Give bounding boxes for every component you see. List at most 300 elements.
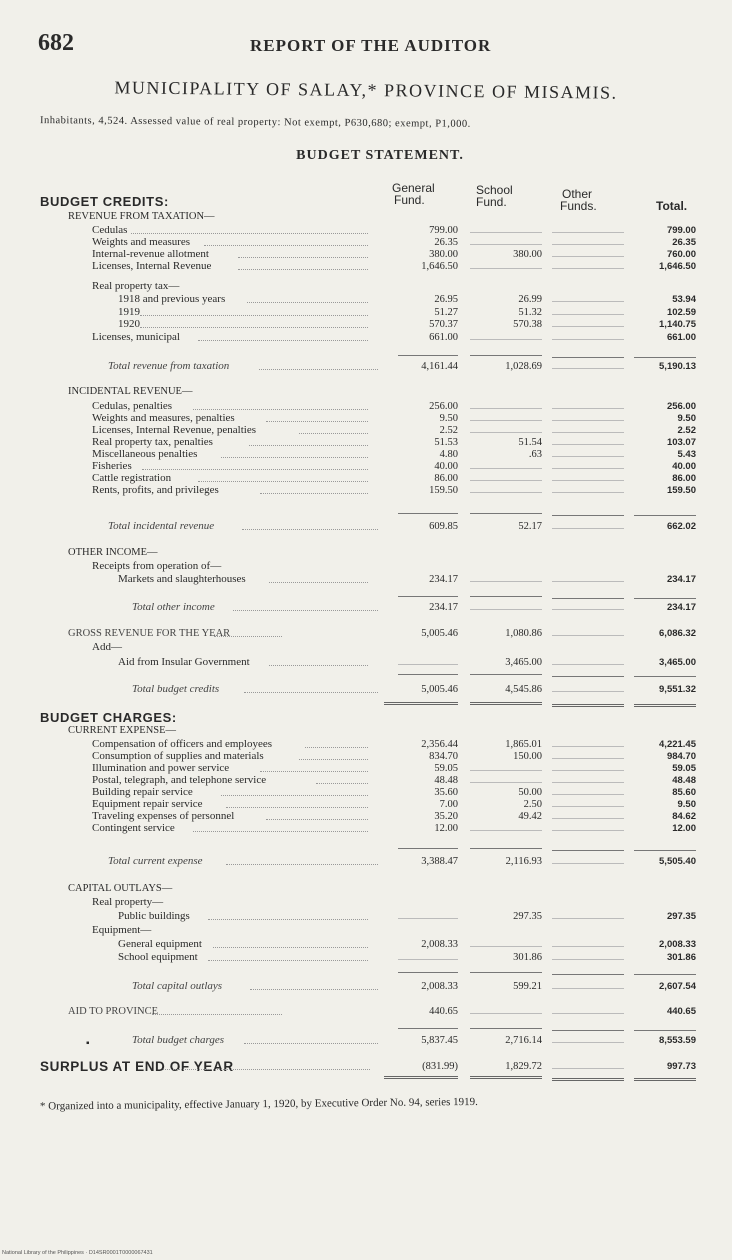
rule <box>470 972 542 973</box>
other-funds-blank <box>552 1042 624 1043</box>
row-label: Total other income <box>132 601 215 613</box>
school-fund-blank <box>470 609 542 610</box>
row-label: Building repair service <box>92 786 193 798</box>
other-funds-blank <box>552 232 624 233</box>
rule <box>398 355 458 356</box>
school-fund-value: 52.17 <box>518 521 542 532</box>
row-label: School equipment <box>118 951 198 963</box>
row-label: Real property tax, penalties <box>92 436 213 448</box>
total-value: 12.00 <box>672 823 696 834</box>
total-value: 26.35 <box>672 237 696 248</box>
rule <box>398 1028 458 1029</box>
double-rule <box>384 1076 458 1079</box>
row-label: Markets and slaughterhouses <box>118 573 246 585</box>
total-value: 297.35 <box>666 911 696 922</box>
general-fund-value: 234.17 <box>429 602 458 613</box>
rule <box>634 598 696 599</box>
rule <box>398 674 458 675</box>
school-fund-blank <box>470 1013 542 1014</box>
other-funds-blank <box>552 326 624 327</box>
row-label: Total incidental revenue <box>108 520 215 532</box>
leader-dots <box>193 831 368 832</box>
table-row <box>0 683 732 696</box>
other-funds-blank <box>552 746 624 747</box>
school-fund-blank <box>470 408 542 409</box>
table-row <box>0 910 732 923</box>
row-label: BUDGET CREDITS: <box>40 194 169 209</box>
total-value: 234.17 <box>666 574 696 585</box>
school-fund-value: 26.99 <box>518 294 542 305</box>
school-fund-blank <box>470 830 542 831</box>
row-label: 1920 <box>118 318 140 330</box>
general-fund-value: 834.70 <box>429 751 458 762</box>
total-value: 86.00 <box>672 473 696 484</box>
row-label: Contingent service <box>92 822 175 834</box>
rule <box>398 596 458 597</box>
table-row <box>0 195 732 208</box>
leader-dots <box>233 610 378 611</box>
row-label: Rents, profits, and privileges <box>92 484 219 496</box>
school-fund-value: 2.50 <box>523 799 542 810</box>
general-fund-value: 1,646.50 <box>421 261 458 272</box>
row-label: Miscellaneous penalties <box>92 448 198 460</box>
row-label: Add— <box>92 641 122 653</box>
table-row <box>0 360 732 373</box>
other-funds-blank <box>552 432 624 433</box>
leader-dots <box>269 582 368 583</box>
total-value: 662.02 <box>666 521 696 532</box>
other-funds-blank <box>552 782 624 783</box>
other-funds-blank <box>552 408 624 409</box>
table-row <box>0 1034 732 1047</box>
double-rule <box>634 1078 696 1081</box>
total-value: 440.65 <box>666 1006 696 1017</box>
leader-dots <box>259 369 378 370</box>
other-funds-blank <box>552 468 624 469</box>
statement-title: BUDGET STATEMENT. <box>296 148 464 163</box>
school-fund-heading-1: School <box>476 183 513 197</box>
table-row <box>0 318 732 331</box>
school-fund-value: 1,080.86 <box>505 628 542 639</box>
school-fund-value: 2,716.14 <box>505 1035 542 1046</box>
table-row <box>0 924 732 937</box>
rule <box>470 596 542 597</box>
rule <box>398 848 458 849</box>
general-fund-heading-1: General <box>392 181 435 195</box>
school-fund-blank <box>470 244 542 245</box>
general-fund-value: 12.00 <box>434 823 458 834</box>
row-label: Total current expense <box>108 855 203 867</box>
total-value: 2,607.54 <box>659 981 696 992</box>
school-fund-value: 297.35 <box>513 911 542 922</box>
row-label: Public buildings <box>118 910 190 922</box>
row-label: General equipment <box>118 938 202 950</box>
general-fund-value: 86.00 <box>434 473 458 484</box>
double-rule <box>634 704 696 707</box>
total-value: 5,505.40 <box>659 856 696 867</box>
page-header <box>38 30 698 60</box>
leader-dots <box>316 783 368 784</box>
school-fund-blank <box>470 432 542 433</box>
table-row <box>0 711 732 724</box>
general-fund-value: 380.00 <box>429 249 458 260</box>
school-fund-heading-2: Fund. <box>476 195 507 209</box>
row-label: Fisheries <box>92 460 132 472</box>
school-fund-blank <box>470 770 542 771</box>
school-fund-blank <box>470 339 542 340</box>
general-fund-value: 40.00 <box>434 461 458 472</box>
leader-dots <box>213 947 368 948</box>
table-row <box>0 601 732 614</box>
leader-dots <box>305 747 368 748</box>
table-row <box>0 724 732 737</box>
general-fund-value: 3,388.47 <box>421 856 458 867</box>
general-fund-value: 234.17 <box>429 574 458 585</box>
leader-dots <box>260 771 368 772</box>
leader-dots <box>299 433 368 434</box>
total-value: 2,008.33 <box>659 939 696 950</box>
table-row <box>0 484 732 497</box>
table-row <box>0 293 732 306</box>
library-mark: National Library of the Philippines · D14SR0001T0000067431 <box>2 1250 153 1256</box>
general-fund-value: 26.35 <box>434 237 458 248</box>
other-funds-blank <box>552 268 624 269</box>
school-fund-blank <box>470 420 542 421</box>
total-value: 1,140.75 <box>659 319 696 330</box>
school-fund-value: 50.00 <box>518 787 542 798</box>
row-label: Real property tax— <box>92 280 180 292</box>
total-value: 85.60 <box>672 787 696 798</box>
school-fund-value: 380.00 <box>513 249 542 260</box>
row-label: 1918 and previous years <box>118 293 226 305</box>
leader-dots <box>269 665 368 666</box>
leader-dots <box>250 989 378 990</box>
rule <box>470 674 542 675</box>
other-funds-blank <box>552 480 624 481</box>
total-value: 799.00 <box>666 225 696 236</box>
bullet-mark: ▪ <box>86 1038 90 1049</box>
table-row <box>0 882 732 895</box>
leader-dots <box>208 960 368 961</box>
general-fund-value: 2,008.33 <box>421 981 458 992</box>
general-fund-value: 799.00 <box>429 225 458 236</box>
leader-dots <box>260 493 368 494</box>
total-value: 59.05 <box>672 763 696 774</box>
general-fund-value: 7.00 <box>439 799 458 810</box>
leader-dots <box>140 315 368 316</box>
rule <box>552 974 624 975</box>
total-value: 256.00 <box>666 401 696 412</box>
rule <box>552 357 624 358</box>
other-funds-blank <box>552 256 624 257</box>
rule <box>552 515 624 516</box>
rule <box>552 598 624 599</box>
leader-dots <box>204 245 368 246</box>
row-label: Aid from Insular Government <box>118 656 250 668</box>
general-fund-value: 4,161.44 <box>421 361 458 372</box>
leader-dots <box>247 302 368 303</box>
leader-dots <box>221 795 368 796</box>
total-value: 6,086.32 <box>659 628 696 639</box>
school-fund-value: 570.38 <box>513 319 542 330</box>
total-value: 997.73 <box>666 1061 696 1072</box>
leader-dots <box>193 409 368 410</box>
general-fund-value: 4.80 <box>439 449 458 460</box>
rule <box>634 974 696 975</box>
leader-dots <box>198 481 368 482</box>
general-fund-value: 5,005.46 <box>421 628 458 639</box>
municipality-title: MUNICIPALITY OF SALAY,* PROVINCE OF MISAMIS. <box>114 77 618 103</box>
row-label: Licenses, Internal Revenue <box>92 260 212 272</box>
general-fund-value: 661.00 <box>429 332 458 343</box>
leader-dots <box>208 919 368 920</box>
other-funds-blank <box>552 918 624 919</box>
other-funds-blank <box>552 528 624 529</box>
row-label: Weights and measures <box>92 236 191 248</box>
leader-dots <box>266 421 368 422</box>
row-label: BUDGET CHARGES: <box>40 710 177 725</box>
row-label: 1919 <box>118 306 140 318</box>
other-funds-blank <box>552 818 624 819</box>
rule <box>470 1028 542 1029</box>
other-funds-blank <box>552 635 624 636</box>
leader-dots <box>198 340 368 341</box>
general-fund-value: 35.60 <box>434 787 458 798</box>
row-label: SURPLUS AT END OF YEAR <box>40 1059 234 1074</box>
double-rule <box>470 702 542 705</box>
rule <box>552 850 624 851</box>
other-funds-blank <box>552 301 624 302</box>
table-row <box>0 822 732 835</box>
school-fund-value: 51.32 <box>518 307 542 318</box>
leader-dots <box>214 636 282 637</box>
total-value: 9.50 <box>677 413 696 424</box>
double-rule <box>552 704 624 707</box>
other-funds-blank <box>552 988 624 989</box>
school-fund-value: 1,829.72 <box>505 1061 542 1072</box>
page-number: 682 <box>38 30 74 56</box>
general-fund-value: 2,356.44 <box>421 739 458 750</box>
table-row <box>0 980 732 993</box>
general-fund-value: 59.05 <box>434 763 458 774</box>
school-fund-value: 150.00 <box>513 751 542 762</box>
rule <box>470 513 542 514</box>
general-fund-value: (831.99) <box>422 1061 458 1072</box>
school-fund-blank <box>470 268 542 269</box>
row-label: Licenses, Internal Revenue, penalties <box>92 424 257 436</box>
table-row <box>0 210 732 223</box>
school-fund-value: .63 <box>528 449 542 460</box>
other-funds-blank <box>552 444 624 445</box>
double-rule <box>384 702 458 705</box>
rule <box>470 355 542 356</box>
leader-dots <box>244 692 378 693</box>
row-label: Licenses, municipal <box>92 331 180 343</box>
school-fund-blank <box>470 946 542 947</box>
table-row <box>0 1060 732 1073</box>
double-rule <box>470 1076 542 1079</box>
row-label: Equipment— <box>92 924 152 936</box>
other-funds-blank <box>552 946 624 947</box>
leader-dots <box>142 469 368 470</box>
leader-dots <box>226 864 378 865</box>
school-fund-value: 4,545.86 <box>505 684 542 695</box>
row-label: AID TO PROVINCE <box>68 1006 159 1017</box>
table-row <box>0 385 732 398</box>
other-funds-blank <box>552 1068 624 1069</box>
general-fund-value: 9.50 <box>439 413 458 424</box>
row-label: Compensation of officers and employees <box>92 738 273 750</box>
school-fund-value: 301.86 <box>513 952 542 963</box>
rule <box>634 850 696 851</box>
table-row <box>0 560 732 573</box>
row-label: Total budget charges <box>132 1034 225 1046</box>
row-label: Weights and measures, penalties <box>92 412 235 424</box>
report-title: REPORT OF THE AUDITOR <box>250 36 492 55</box>
total-value: 9,551.32 <box>659 684 696 695</box>
school-fund-value: 1,865.01 <box>505 739 542 750</box>
row-label: GROSS REVENUE FOR THE YEAR <box>68 628 231 639</box>
rule <box>552 676 624 677</box>
total-value: 760.00 <box>666 249 696 260</box>
table-row <box>0 896 732 909</box>
table-row <box>0 520 732 533</box>
general-fund-value: 159.50 <box>429 485 458 496</box>
general-fund-value: 2.52 <box>439 425 458 436</box>
row-label: Cedulas, penalties <box>92 400 173 412</box>
total-value: 984.70 <box>666 751 696 762</box>
total-value: 40.00 <box>672 461 696 472</box>
general-fund-value: 256.00 <box>429 401 458 412</box>
rule <box>398 513 458 514</box>
table-row <box>0 573 732 586</box>
other-funds-blank <box>552 664 624 665</box>
table-row <box>0 951 732 964</box>
school-fund-value: 1,028.69 <box>505 361 542 372</box>
leader-dots <box>131 233 368 234</box>
general-fund-value: 35.20 <box>434 811 458 822</box>
rule <box>634 676 696 677</box>
total-value: 301.86 <box>666 952 696 963</box>
other-funds-blank <box>552 863 624 864</box>
leader-dots <box>266 819 368 820</box>
total-value: 5.43 <box>677 449 696 460</box>
inhabitants-line: Inhabitants, 4,524. Assessed value of real property: Not exempt, P630,680; exempt, P1,000. <box>39 115 471 130</box>
total-value: 3,465.00 <box>659 657 696 668</box>
other-funds-blank <box>552 691 624 692</box>
rule <box>470 848 542 849</box>
other-funds-blank <box>552 420 624 421</box>
general-fund-blank <box>398 664 458 665</box>
school-fund-value: 49.42 <box>518 811 542 822</box>
general-fund-value: 440.65 <box>429 1006 458 1017</box>
leader-dots <box>140 327 368 328</box>
general-fund-blank <box>398 918 458 919</box>
other-funds-blank <box>552 492 624 493</box>
rule <box>398 972 458 973</box>
row-label: Consumption of supplies and materials <box>92 750 264 762</box>
rule <box>634 1030 696 1031</box>
total-value: 84.62 <box>672 811 696 822</box>
other-funds-blank <box>552 456 624 457</box>
total-value: 4,221.45 <box>659 739 696 750</box>
general-fund-heading-2: Fund. <box>394 193 425 207</box>
total-value: 661.00 <box>666 332 696 343</box>
row-label: Traveling expenses of personnel <box>92 810 235 822</box>
leader-dots <box>163 1069 370 1070</box>
leader-dots <box>221 457 368 458</box>
table-row <box>0 855 732 868</box>
row-label: Receipts from operation of— <box>92 560 222 572</box>
table-row <box>0 1005 732 1018</box>
school-fund-value: 2,116.93 <box>505 856 542 867</box>
general-fund-value: 51.53 <box>434 437 458 448</box>
row-label: Real property— <box>92 896 164 908</box>
other-funds-blank <box>552 314 624 315</box>
school-fund-blank <box>470 492 542 493</box>
row-label: Postal, telegraph, and telephone service <box>92 774 267 786</box>
double-rule <box>552 1078 624 1081</box>
other-funds-blank <box>552 1013 624 1014</box>
other-funds-blank <box>552 368 624 369</box>
total-value: 234.17 <box>666 602 696 613</box>
general-fund-blank <box>398 959 458 960</box>
general-fund-value: 2,008.33 <box>421 939 458 950</box>
table-row <box>0 641 732 654</box>
school-fund-value: 599.21 <box>513 981 542 992</box>
leader-dots <box>238 269 368 270</box>
leader-dots <box>226 807 368 808</box>
total-value: 159.50 <box>666 485 696 496</box>
row-label: OTHER INCOME— <box>68 547 158 558</box>
other-funds-heading-2: Funds. <box>560 199 597 213</box>
table-row <box>0 627 732 640</box>
leader-dots <box>242 529 378 530</box>
row-label: Total revenue from taxation <box>108 360 230 372</box>
total-value: 8,553.59 <box>659 1035 696 1046</box>
row-label: Internal-revenue allotment <box>92 248 209 260</box>
total-value: 103.07 <box>666 437 696 448</box>
school-fund-blank <box>470 232 542 233</box>
table-row <box>0 656 732 669</box>
general-fund-value: 609.85 <box>429 521 458 532</box>
other-funds-blank <box>552 609 624 610</box>
row-label: REVENUE FROM TAXATION— <box>68 211 215 222</box>
total-value: 9.50 <box>677 799 696 810</box>
school-fund-blank <box>470 782 542 783</box>
row-label: Total capital outlays <box>132 980 223 992</box>
footnote: * Organized into a municipality, effective January 1, 1920, by Executive Order No. 94, series 1919. <box>39 1095 478 1113</box>
other-funds-blank <box>552 806 624 807</box>
table-row <box>0 280 732 293</box>
other-funds-blank <box>552 581 624 582</box>
other-funds-blank <box>552 339 624 340</box>
other-funds-blank <box>552 758 624 759</box>
other-funds-blank <box>552 959 624 960</box>
leader-dots <box>152 1014 282 1015</box>
row-label: Illumination and power service <box>92 762 230 774</box>
general-fund-value: 5,837.45 <box>421 1035 458 1046</box>
general-fund-value: 51.27 <box>434 307 458 318</box>
total-value: 53.94 <box>672 294 696 305</box>
row-label: CAPITAL OUTLAYS— <box>68 883 173 894</box>
general-fund-value: 48.48 <box>434 775 458 786</box>
school-fund-blank <box>470 480 542 481</box>
other-funds-heading-1: Other <box>562 187 593 201</box>
leader-dots <box>238 257 368 258</box>
total-value: 1,646.50 <box>659 261 696 272</box>
row-label: Cattle registration <box>92 472 172 484</box>
